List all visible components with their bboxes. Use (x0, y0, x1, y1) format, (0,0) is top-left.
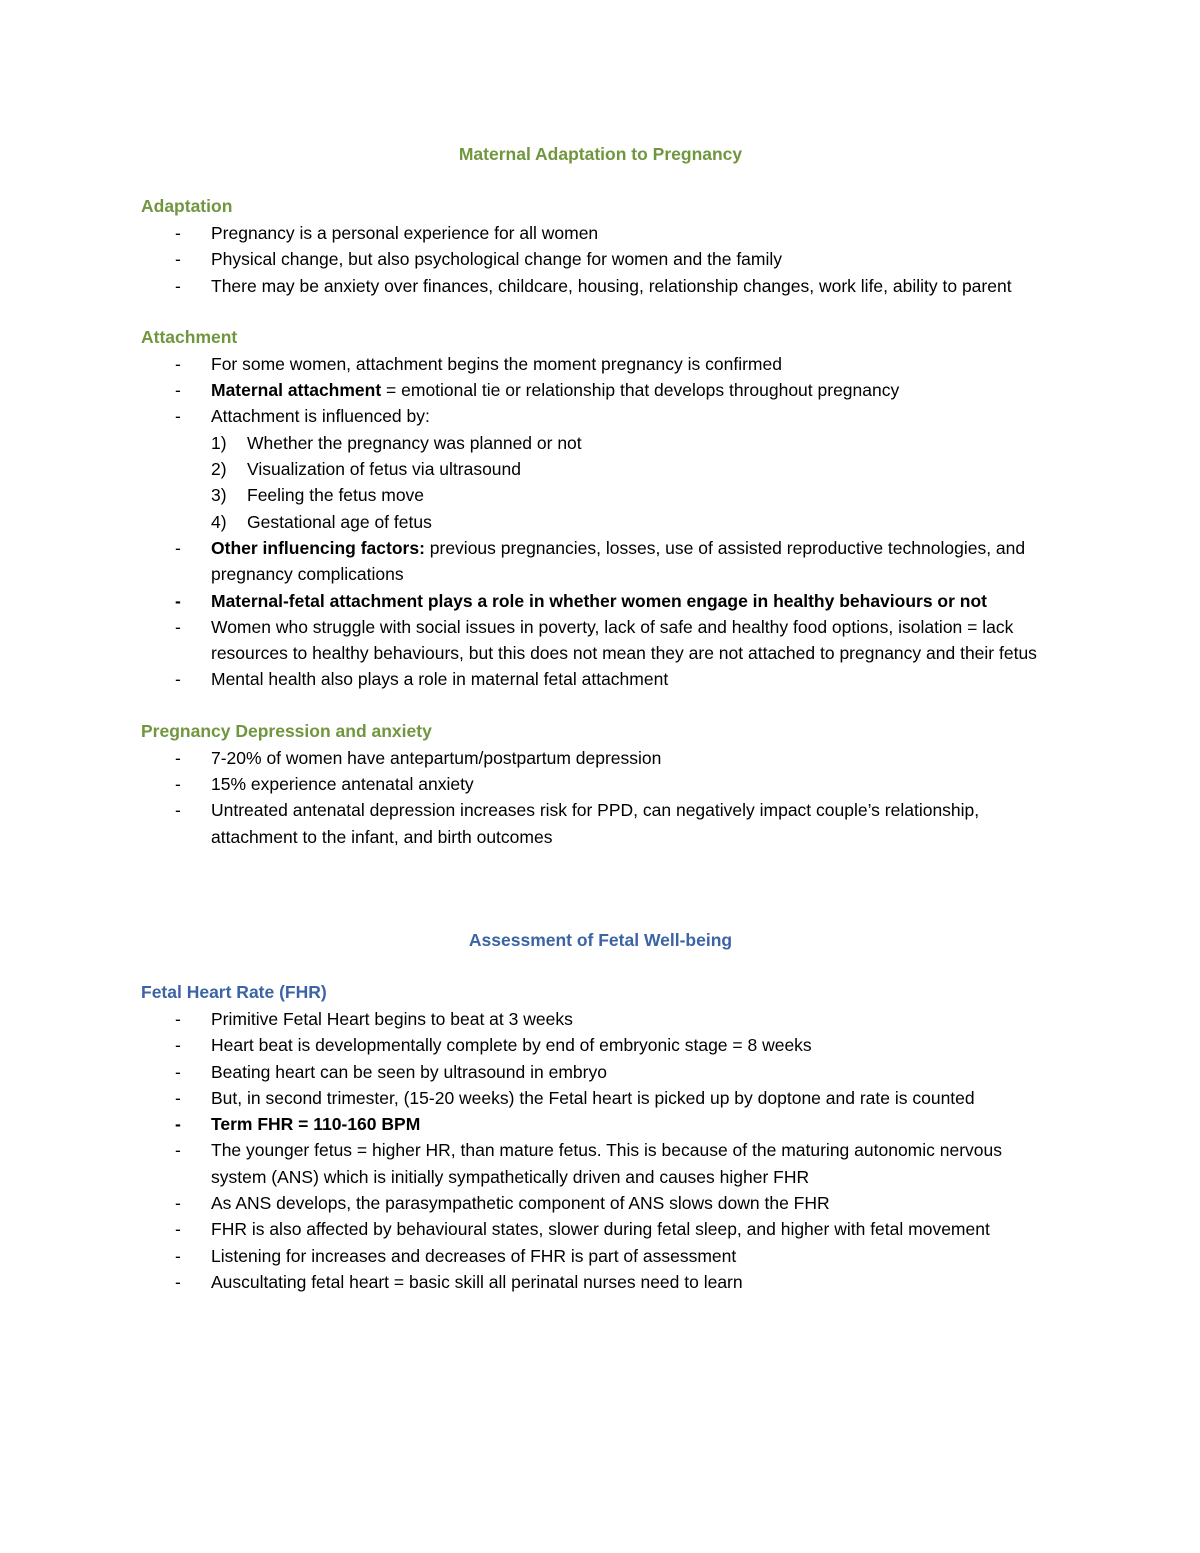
heading-fhr: Fetal Heart Rate (FHR) (141, 981, 327, 1002)
list-item: - Primitive Fetal Heart begins to beat at 3 weeks (141, 1006, 1060, 1032)
list-item: - Auscultating fetal heart = basic skill all perinatal nurses need to learn (141, 1269, 1060, 1295)
heading-attachment: Attachment (141, 326, 238, 347)
list-item (141, 535, 1060, 588)
list-item: - Mental health also plays a role in maternal fetal attachment (141, 666, 1060, 692)
section-title-maternal-adaptation: Maternal Adaptation to Pregnancy (458, 144, 743, 164)
numbered-item (141, 456, 1060, 482)
list-item: - For some women, attachment begins the moment pregnancy is confirmed (141, 351, 1060, 377)
list-item-text: Attachment is influenced by: (211, 406, 430, 427)
list-item (141, 403, 1060, 534)
list-item: - FHR is also affected by behavioural states, slower during fetal sleep, and higher with fetal movement (141, 1216, 1060, 1242)
heading-adaptation: Adaptation (141, 196, 233, 216)
list-depression (141, 745, 1060, 850)
numbered-item (141, 482, 1060, 508)
item-text: Feeling the fetus move (247, 485, 425, 506)
list-item: - There may be anxiety over finances, childcare, housing, relationship changes, work life, ability to parent (141, 273, 1060, 299)
item-text: Gestational age of fetus (247, 511, 432, 532)
list-item: - As ANS develops, the parasympathetic component of ANS slows down the FHR (141, 1190, 1060, 1216)
list-item: - Beating heart can be seen by ultrasound in embryo (141, 1059, 1060, 1085)
list-item: - Term FHR = 110-160 BPM (141, 1111, 1060, 1137)
item-text: Visualization of fetus via ultrasound (247, 459, 522, 480)
list-item: - Pregnancy is a personal experience for all women (141, 220, 1060, 246)
item-text: Whether the pregnancy was planned or not (247, 432, 582, 453)
list-item: - 7-20% of women have antepartum/postpartum depression (141, 745, 1060, 771)
bold-term: Other influencing factors: (211, 537, 425, 558)
list-item: - The younger fetus = higher HR, than mature fetus. This is because of the maturing autonomic nervous system (ANS) which is initially sympathetically driven and causes higher FHR (141, 1137, 1060, 1190)
item-number: 1) (211, 432, 227, 453)
list-item: - Heart beat is developmentally complete by end of embryonic stage = 8 weeks (141, 1032, 1060, 1058)
term-definition: previous pregnancies, losses, use of assisted reproductive technologies, and pregnancy complications (211, 537, 1026, 585)
numbered-item (141, 430, 1060, 456)
list-item: - Untreated antenatal depression increases risk for PPD, can negatively impact couple’s relationship, attachment to the infant, and birth outcomes (141, 797, 1060, 850)
list-item: - 15% experience antenatal anxiety (141, 771, 1060, 797)
list-fhr (141, 1006, 1060, 1295)
list-attachment (141, 351, 1060, 693)
item-number: 2) (211, 459, 227, 480)
list-item: - Physical change, but also psychological change for women and the family (141, 246, 1060, 272)
list-item: - Women who struggle with social issues in poverty, lack of safe and healthy food options, isolation = lack resources to healthy behaviours, but this does not mean they are not attached to pregnancy and their fetus (141, 614, 1060, 667)
bold-term: Maternal attachment (211, 380, 382, 401)
section-title-fetal-wellbeing: Assessment of Fetal Well-being (468, 929, 733, 950)
item-number: 3) (211, 485, 227, 506)
list-item: - Maternal-fetal attachment plays a role in whether women engage in healthy behaviours or not (141, 588, 1060, 614)
heading-depression-anxiety: Pregnancy Depression and anxiety (141, 720, 432, 741)
list-adaptation (141, 220, 1060, 299)
list-item (141, 377, 1060, 403)
term-definition: = emotional tie or relationship that develops throughout pregnancy (381, 380, 900, 401)
item-number: 4) (211, 511, 227, 532)
list-item: - But, in second trimester, (15-20 weeks) the Fetal heart is picked up by doptone and rate is counted (141, 1085, 1060, 1111)
numbered-list-influences (211, 430, 1060, 535)
numbered-item (141, 509, 1060, 535)
list-item: - Listening for increases and decreases of FHR is part of assessment (141, 1243, 1060, 1269)
